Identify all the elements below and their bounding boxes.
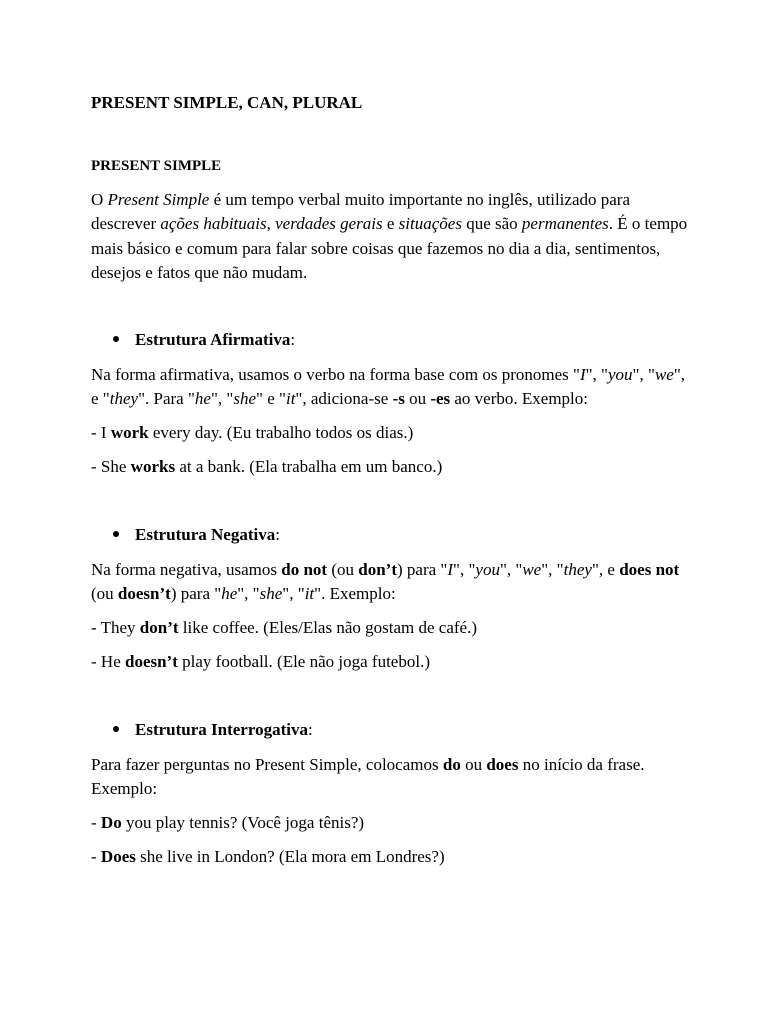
example-verb: works [130, 457, 176, 476]
desc-text: ", " [282, 584, 305, 604]
intro-text: e [382, 214, 399, 234]
bullet-colon: : [290, 330, 296, 349]
desc-pronoun: she [259, 584, 283, 604]
example-line [91, 651, 430, 673]
bullet-dot-icon [113, 336, 119, 342]
bullet-interrogativa [113, 719, 313, 741]
interrogativa-description [91, 753, 691, 802]
example-verb: Does [100, 847, 136, 866]
example-verb: Do [100, 813, 122, 832]
example-text: every day. (Eu trabalho todos os dias.) [148, 423, 414, 442]
desc-pronoun: you [475, 560, 500, 579]
desc-text: ", " [210, 389, 234, 409]
desc-text: (ou [91, 584, 118, 604]
document-title: PRESENT SIMPLE, CAN, PLURAL [91, 93, 363, 112]
intro-emphasis: permanentes [521, 214, 609, 234]
intro-text: é um tempo verbal muito importante no inglês, utilizado para descrever [91, 190, 631, 234]
example-text: like coffee. (Eles/Elas não gostam de café.) [178, 618, 478, 637]
example-verb: don’t [139, 618, 179, 637]
bullet-label: Estrutura Interrogativa [135, 720, 308, 739]
desc-text: ) para " [396, 560, 448, 579]
desc-pronoun: I [579, 365, 586, 384]
desc-text: ", " [632, 365, 655, 384]
example-text: - They [91, 618, 140, 637]
desc-text: ". Para " [138, 389, 195, 409]
intro-text: , [266, 214, 276, 234]
example-line [91, 422, 413, 444]
desc-suffix: -es [430, 389, 451, 409]
example-text: - She [91, 457, 131, 476]
desc-text: ou [404, 389, 431, 409]
intro-emphasis: Present Simple [107, 190, 210, 209]
bullet-dot-icon [113, 531, 119, 537]
example-text: - He [91, 652, 125, 671]
bullet-colon: : [275, 525, 280, 544]
desc-pronoun: you [608, 365, 633, 384]
desc-text: ", " [237, 584, 260, 604]
desc-text: ", " [453, 560, 476, 579]
desc-text: Na forma afirmativa, usamos o verbo na forma base com os pronomes " [91, 365, 580, 384]
example-line [91, 456, 442, 478]
desc-pronoun: it [285, 389, 296, 409]
example-text: play football. (Ele não joga futebol.) [177, 652, 430, 671]
negativa-description [91, 558, 691, 607]
intro-emphasis: situações [398, 214, 462, 234]
desc-text: ", " [541, 560, 564, 579]
example-text: - [91, 847, 101, 866]
example-line [91, 812, 364, 834]
bullet-label: Estrutura Afirmativa [135, 330, 291, 349]
desc-keyword: do [442, 755, 461, 774]
desc-text: Para fazer perguntas no Present Simple, colocamos [91, 755, 443, 774]
intro-text: . É o tempo mais básico e comum para falar sobre coisas que fazemos no dia a dia, sentimentos, desejos e fatos que não mudam. [91, 214, 688, 282]
desc-text: ", adiciona-se [295, 389, 393, 409]
desc-text: ", " [499, 560, 523, 579]
bullet-dot-icon [113, 726, 119, 732]
desc-pronoun: he [194, 389, 211, 409]
desc-pronoun: they [563, 560, 592, 579]
example-text: she live in London? (Ela mora em Londres?) [135, 847, 445, 866]
desc-keyword: does [486, 755, 519, 774]
example-line [91, 617, 477, 639]
desc-text: ) para " [170, 584, 222, 604]
example-line [91, 846, 445, 868]
desc-text: no início da frase. Exemplo: [91, 755, 645, 799]
desc-text: ao verbo. Exemplo: [450, 389, 588, 409]
desc-text: ", e [591, 560, 620, 579]
desc-text: ", " [585, 365, 608, 384]
desc-pronoun: we [654, 365, 674, 384]
example-text: - I [91, 423, 111, 442]
desc-pronoun: they [109, 389, 139, 409]
desc-keyword: doesn’t [117, 584, 171, 604]
intro-emphasis: ações habituais [160, 214, 267, 234]
intro-text: O [91, 190, 108, 209]
desc-pronoun: I [447, 560, 454, 579]
desc-keyword: does not [619, 560, 680, 579]
desc-text: ou [460, 755, 487, 774]
example-verb: work [110, 423, 149, 442]
desc-pronoun: we [522, 560, 542, 579]
bullet-colon: : [307, 720, 313, 739]
desc-pronoun: he [221, 584, 238, 604]
intro-emphasis: verdades gerais [275, 214, 383, 234]
example-text: you play tennis? (Você joga tênis?) [121, 813, 365, 832]
desc-text: ", e " [91, 365, 686, 409]
desc-pronoun: she [233, 389, 257, 409]
desc-text: Na forma negativa, usamos [91, 560, 282, 579]
bullet-label: Estrutura Negativa [135, 525, 276, 544]
desc-pronoun: it [304, 584, 315, 604]
desc-text: " e " [256, 389, 286, 409]
bullet-afirmativa [113, 329, 295, 351]
example-text: - [91, 813, 101, 832]
desc-keyword: don’t [358, 560, 397, 579]
desc-text: ". Exemplo: [314, 584, 396, 604]
desc-suffix: -s [392, 389, 405, 409]
intro-paragraph [91, 188, 691, 285]
section-heading: PRESENT SIMPLE [91, 158, 222, 174]
example-text: at a bank. (Ela trabalha em um banco.) [175, 457, 443, 476]
bullet-negativa [113, 524, 280, 546]
desc-text: (ou [327, 560, 359, 579]
afirmativa-description [91, 363, 691, 412]
intro-text: que são [461, 214, 522, 234]
example-verb: doesn’t [124, 652, 178, 671]
desc-keyword: do not [281, 560, 328, 579]
